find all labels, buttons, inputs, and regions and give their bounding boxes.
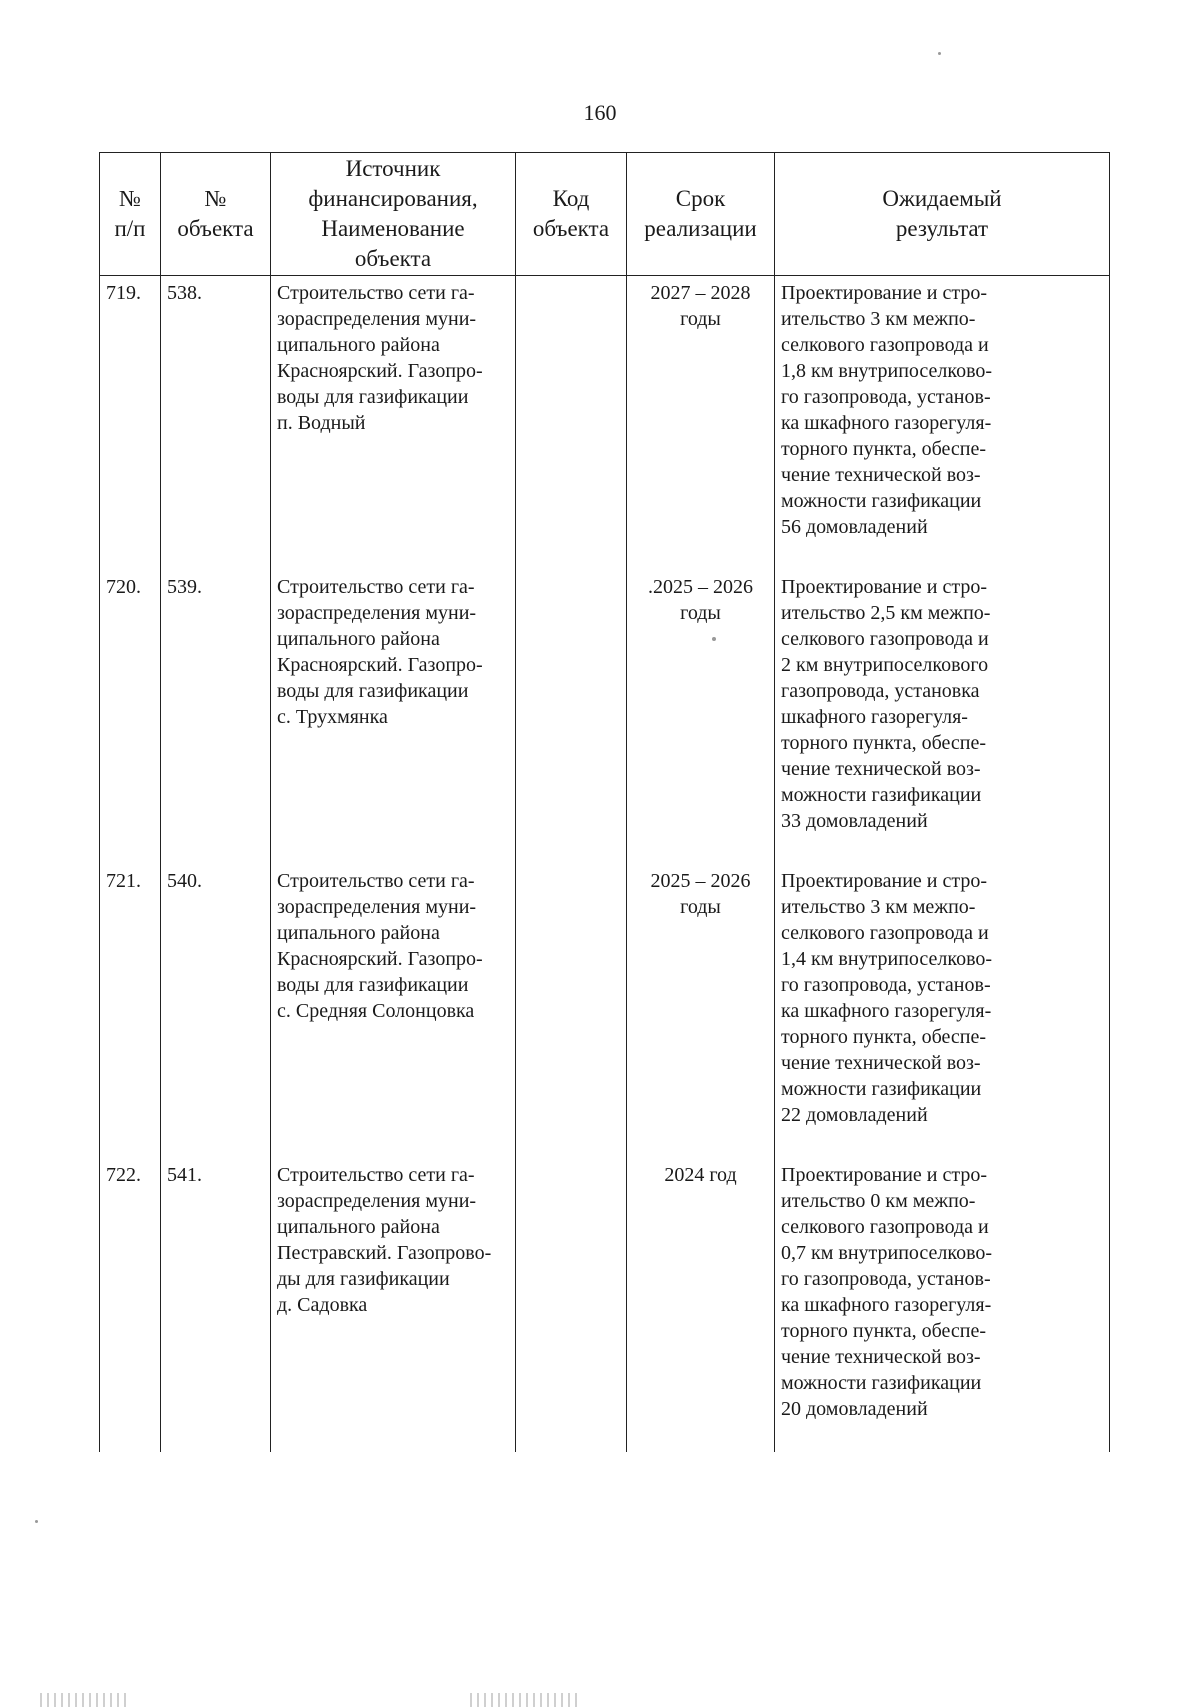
- header-term: Срок реализации: [627, 153, 775, 276]
- row-number: 719.: [100, 276, 161, 571]
- scan-speck: [938, 52, 941, 55]
- table-row: [100, 1158, 1110, 1452]
- scan-speck: [712, 637, 716, 641]
- object-code: [516, 864, 627, 1158]
- header-funding-source: Источник финансирования, Наименование объекта: [271, 153, 516, 276]
- table-row: [100, 276, 1110, 571]
- expected-result: Проектирование и стро- ительство 3 км межпо- селкового газопровода и 1,8 км внутрипоселково- го газопровода, установ- ка шкафного газорегуля- торного пункта, обеспе- чение технической воз- можности газификации 56 домовладений: [775, 276, 1110, 571]
- expected-result: Проектирование и стро- ительство 0 км межпо- селкового газопровода и 0,7 км внутрипоселково- го газопровода, установ- ка шкафного газорегуля- торного пункта, обеспе- чение технической воз- можности газификации 20 домовладений: [775, 1158, 1110, 1452]
- object-code: [516, 1158, 627, 1452]
- object-name: Строительство сети га- зораспределения муни- ципального района Красноярский. Газопро- воды для газификации п. Водный: [271, 276, 516, 571]
- object-code: [516, 570, 627, 864]
- implementation-term: 2024 год: [627, 1158, 775, 1452]
- header-object-number: № объекта: [161, 153, 271, 276]
- header-row-number: № п/п: [100, 153, 161, 276]
- scan-speck: [35, 1520, 38, 1523]
- expected-result: Проектирование и стро- ительство 2,5 км межпо- селкового газопровода и 2 км внутрипоселкового газопровода, установка шкафного газорегуля- торного пункта, обеспе- чение технической воз- можности газификации 33 домовладений: [775, 570, 1110, 864]
- object-name: Строительство сети га- зораспределения муни- ципального района Красноярский. Газопро- воды для газификации с. Трухмянка: [271, 570, 516, 864]
- row-number: 720.: [100, 570, 161, 864]
- object-number: 539.: [161, 570, 271, 864]
- table-row: [100, 570, 1110, 864]
- table-row: [100, 864, 1110, 1158]
- object-code: [516, 276, 627, 571]
- object-number: 540.: [161, 864, 271, 1158]
- scan-edge-noise: [40, 1693, 130, 1707]
- implementation-term: .2025 – 2026 годы: [627, 570, 775, 864]
- object-number: 538.: [161, 276, 271, 571]
- object-name: Строительство сети га- зораспределения муни- ципального района Пестравский. Газопрово- ды для газификации д. Садовка: [271, 1158, 516, 1452]
- implementation-term: 2025 – 2026 годы: [627, 864, 775, 1158]
- scan-edge-noise: [470, 1693, 580, 1707]
- object-name: Строительство сети га- зораспределения муни- ципального района Красноярский. Газопро- воды для газификации с. Средняя Солонцовка: [271, 864, 516, 1158]
- page-number: 160: [583, 100, 617, 125]
- header-expected-result: Ожидаемый результат: [775, 153, 1110, 276]
- table-header-row: [100, 153, 1110, 276]
- expected-result: Проектирование и стро- ительство 3 км межпо- селкового газопровода и 1,4 км внутрипоселково- го газопровода, установ- ка шкафного газорегуля- торного пункта, обеспе- чение технической воз- можности газификации 22 домовладений: [775, 864, 1110, 1158]
- row-number: 721.: [100, 864, 161, 1158]
- header-object-code: Код объекта: [516, 153, 627, 276]
- gasification-table: [99, 152, 1110, 1452]
- implementation-term: 2027 – 2028 годы: [627, 276, 775, 571]
- row-number: 722.: [100, 1158, 161, 1452]
- object-number: 541.: [161, 1158, 271, 1452]
